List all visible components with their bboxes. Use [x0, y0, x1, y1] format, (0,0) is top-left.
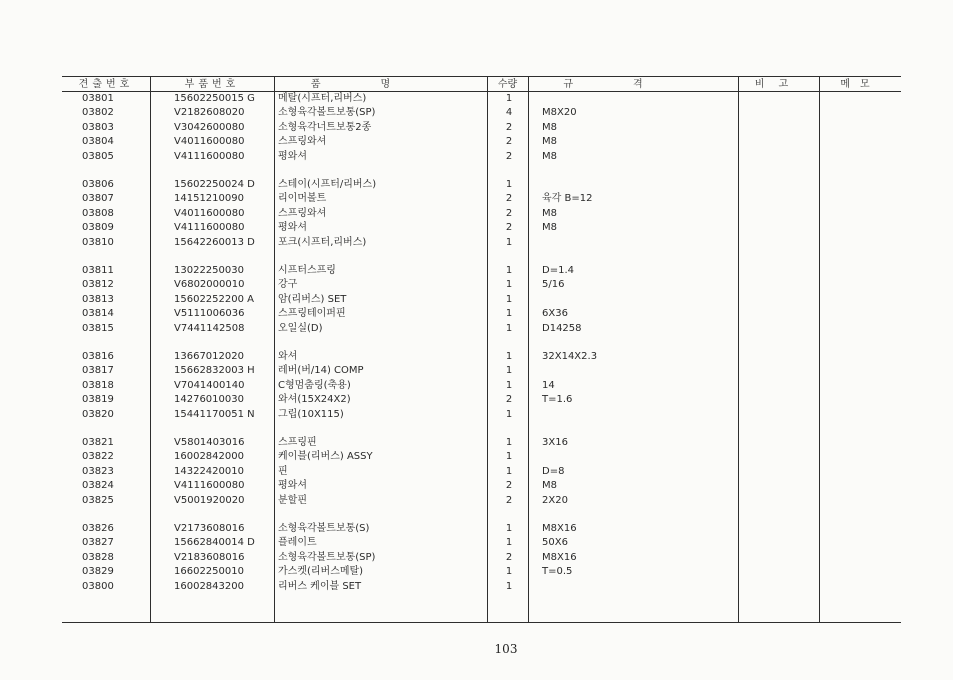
table-row [0, 436, 953, 450]
cell-qty: 1 [505, 93, 513, 104]
cell-part-no: 14322420010 [174, 465, 244, 477]
cell-name: 그립(10X115) [278, 408, 344, 420]
table-row [0, 135, 953, 149]
table-row [0, 494, 953, 508]
cell-part-no: 13667012020 [174, 351, 244, 362]
cell-spec: D=1.4 [542, 265, 574, 276]
cell-no: 03818 [82, 379, 114, 391]
cell-spec: M8 [542, 207, 557, 219]
cell-qty: 4 [505, 107, 513, 119]
table-row [0, 121, 953, 135]
cell-qty: 1 [505, 179, 513, 190]
cell-spec: M8 [542, 222, 557, 234]
cell-spec: M8X20 [542, 107, 577, 119]
cell-no: 03806 [82, 179, 114, 190]
cell-qty: 2 [505, 207, 513, 219]
table-row [0, 278, 953, 292]
cell-name: 포크(시프터,리버스) [278, 236, 367, 248]
cell-spec: M8 [542, 121, 557, 133]
cell-spec: D14258 [542, 322, 582, 334]
table-row [0, 364, 953, 378]
header-memo: 메모 [840, 79, 880, 90]
cell-no: 03813 [82, 293, 114, 305]
cell-part-no: 15602250024 D [174, 179, 255, 190]
cell-no: 03800 [82, 580, 114, 592]
cell-qty: 1 [505, 451, 513, 463]
cell-name: 시프터스프링 [278, 265, 336, 276]
cell-name: 소형육각볼트보통(S) [278, 523, 370, 534]
table-row [0, 408, 953, 422]
cell-part-no: V2173608016 [174, 523, 245, 534]
cell-name: 메탈(시프터,리버스) [278, 93, 367, 104]
cell-spec: M8X16 [542, 551, 577, 563]
cell-spec: M8 [542, 150, 557, 162]
cell-qty: 1 [505, 566, 513, 578]
cell-no: 03824 [82, 480, 114, 492]
cell-no: 03816 [82, 351, 114, 362]
cell-qty: 1 [505, 351, 513, 362]
cell-part-no: V5001920020 [174, 494, 245, 506]
cell-name: 분할핀 [278, 494, 307, 506]
cell-qty: 2 [505, 136, 513, 148]
table-row [0, 264, 953, 278]
cell-name: 평와셔 [278, 480, 307, 492]
cell-no: 03803 [82, 121, 114, 133]
cell-name: 강구 [278, 279, 298, 291]
cell-part-no: V4111600080 [174, 480, 245, 492]
cell-no: 03808 [82, 207, 114, 219]
table-row [0, 522, 953, 536]
table-row [0, 393, 953, 407]
cell-no: 03820 [82, 408, 114, 420]
cell-qty: 2 [505, 551, 513, 563]
cell-spec: 육각 B=12 [542, 193, 593, 205]
cell-qty: 1 [505, 279, 513, 291]
cell-spec: M8X16 [542, 523, 577, 534]
cell-qty: 1 [505, 580, 513, 592]
cell-qty: 1 [505, 322, 513, 334]
table-row [0, 307, 953, 321]
cell-qty: 1 [505, 437, 513, 448]
cell-name: 스프링와셔 [278, 207, 327, 219]
cell-part-no: V4111600080 [174, 150, 245, 162]
cell-spec: 5/16 [542, 279, 565, 291]
cell-part-no: 15662840014 D [174, 537, 255, 549]
table-row [0, 236, 953, 250]
cell-spec: T=0.5 [542, 566, 573, 578]
table-row [0, 350, 953, 364]
table-top-rule [62, 76, 901, 77]
cell-part-no: V4111600080 [174, 222, 245, 234]
cell-qty: 1 [505, 265, 513, 276]
cell-part-no: 16602250010 [174, 566, 244, 578]
cell-qty: 2 [505, 150, 513, 162]
table-row [0, 192, 953, 206]
cell-no: 03809 [82, 222, 114, 234]
cell-no: 03814 [82, 308, 114, 320]
table-row [0, 580, 953, 594]
cell-no: 03828 [82, 551, 114, 563]
cell-part-no: V6802000010 [174, 279, 245, 291]
cell-part-no: V2182608020 [174, 107, 245, 119]
header-no: 견출번호 [78, 79, 134, 90]
cell-name: 케이블(리버스) ASSY [278, 451, 373, 463]
cell-spec: 6X36 [542, 308, 568, 320]
cell-no: 03826 [82, 523, 114, 534]
table-row [0, 106, 953, 120]
cell-qty: 1 [505, 236, 513, 248]
cell-spec: M8 [542, 136, 557, 148]
cell-qty: 1 [505, 537, 513, 549]
header-part-no: 부품번호 [184, 79, 240, 90]
cell-spec: 32X14X2.3 [542, 351, 598, 362]
cell-no: 03802 [82, 107, 114, 119]
cell-part-no: 15602250015 G [174, 93, 255, 104]
cell-no: 03823 [82, 465, 114, 477]
cell-part-no: 16002842000 [174, 451, 244, 463]
cell-spec: 3X16 [542, 437, 568, 448]
cell-no: 03811 [82, 265, 114, 276]
cell-part-no: 14151210090 [174, 193, 244, 205]
cell-spec: T=1.6 [542, 394, 573, 406]
table-bottom-rule [62, 622, 901, 623]
table-row [0, 150, 953, 164]
cell-name: C형멈춤링(축용) [278, 379, 351, 391]
cell-no: 03817 [82, 365, 114, 377]
table-row [0, 178, 953, 192]
cell-no: 03827 [82, 537, 114, 549]
cell-part-no: V5801403016 [174, 437, 245, 448]
header-spec: 규격 [563, 79, 703, 90]
cell-spec: 50X6 [542, 537, 568, 549]
cell-part-no: V5111006036 [174, 308, 245, 320]
cell-name: 가스켓(리버스메탈) [278, 566, 364, 578]
page-number: 103 [494, 642, 518, 656]
cell-spec: 2X20 [542, 494, 568, 506]
cell-no: 03804 [82, 136, 114, 148]
cell-no: 03810 [82, 236, 114, 248]
cell-name: 오일실(D) [278, 322, 323, 334]
cell-qty: 1 [505, 465, 513, 477]
cell-qty: 2 [505, 394, 513, 406]
cell-name: 평와셔 [278, 222, 307, 234]
cell-qty: 1 [505, 408, 513, 420]
cell-part-no: 15662832003 H [174, 365, 255, 377]
cell-no: 03819 [82, 394, 114, 406]
table-row [0, 450, 953, 464]
cell-qty: 2 [505, 222, 513, 234]
table-row [0, 322, 953, 336]
cell-qty: 1 [505, 523, 513, 534]
table-row [0, 479, 953, 493]
cell-no: 03825 [82, 494, 114, 506]
cell-name: 스테이(시프터/리버스) [278, 179, 377, 190]
cell-part-no: 16002843200 [174, 580, 244, 592]
cell-spec: 14 [542, 379, 555, 391]
cell-qty: 2 [505, 480, 513, 492]
cell-name: 리버스 케이블 SET [278, 580, 362, 592]
cell-qty: 2 [505, 494, 513, 506]
cell-part-no: V4011600080 [174, 207, 245, 219]
cell-no: 03807 [82, 193, 114, 205]
cell-name: 평와셔 [278, 150, 307, 162]
cell-part-no: 13022250030 [174, 265, 244, 276]
table-row [0, 221, 953, 235]
cell-part-no: V3042600080 [174, 121, 245, 133]
header-remark: 비고 [754, 79, 803, 90]
cell-spec: D=8 [542, 465, 565, 477]
cell-part-no: V7041400140 [174, 379, 245, 391]
cell-part-no: V4011600080 [174, 136, 245, 148]
cell-no: 03805 [82, 150, 114, 162]
cell-qty: 1 [505, 365, 513, 377]
cell-name: 암(리버스) SET [278, 293, 347, 305]
cell-name: 소형육각볼트보통(SP) [278, 107, 376, 119]
cell-qty: 1 [505, 293, 513, 305]
cell-name: 와셔 [278, 351, 298, 362]
cell-part-no: V2183608016 [174, 551, 245, 563]
cell-part-no: 15441170051 N [174, 408, 255, 420]
cell-name: 스프링테이퍼핀 [278, 308, 346, 320]
cell-part-no: 15602252200 A [174, 293, 255, 305]
table-row [0, 465, 953, 479]
cell-qty: 1 [505, 379, 513, 391]
cell-name: 소형육각볼트보통(SP) [278, 551, 376, 563]
table-row [0, 207, 953, 221]
header-name: 품명 [310, 79, 451, 90]
cell-name: 스프링핀 [278, 437, 317, 448]
table-row [0, 92, 953, 106]
table-row [0, 379, 953, 393]
header-qty: 수량 [497, 79, 518, 90]
table-row [0, 565, 953, 579]
cell-name: 레버(버/14) COMP [278, 365, 364, 377]
cell-name: 소형육각너트보통2종 [278, 121, 372, 133]
cell-qty: 2 [505, 193, 513, 205]
cell-part-no: 15642260013 D [174, 236, 255, 248]
cell-part-no: V7441142508 [174, 322, 245, 334]
cell-no: 03822 [82, 451, 114, 463]
cell-spec: M8 [542, 480, 557, 492]
cell-no: 03829 [82, 566, 114, 578]
cell-name: 리이머볼트 [278, 193, 327, 205]
cell-name: 와셔(15X24X2) [278, 394, 351, 406]
cell-no: 03801 [82, 93, 114, 104]
table-row [0, 293, 953, 307]
table-row [0, 536, 953, 550]
cell-no: 03812 [82, 279, 114, 291]
table-row [0, 551, 953, 565]
cell-qty: 2 [505, 121, 513, 133]
cell-no: 03821 [82, 437, 114, 448]
cell-qty: 1 [505, 308, 513, 320]
cell-name: 핀 [278, 465, 288, 477]
cell-no: 03815 [82, 322, 114, 334]
cell-name: 스프링와셔 [278, 136, 327, 148]
cell-part-no: 14276010030 [174, 394, 244, 406]
cell-name: 플레이트 [278, 537, 317, 549]
